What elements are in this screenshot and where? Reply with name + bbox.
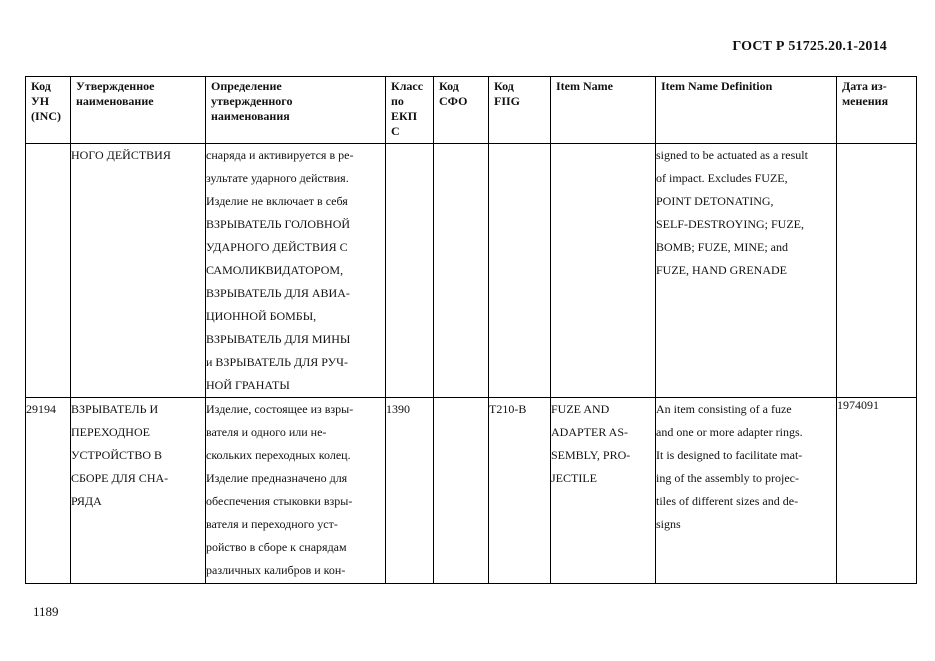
header-change-date: Дата из- менения: [837, 77, 917, 144]
header-item-name: Item Name: [551, 77, 656, 144]
cell-text-line: ЦИОННОЙ БОМБЫ,: [206, 309, 317, 323]
header-name-definition: Определение утвержденного наименования: [206, 77, 386, 144]
item-name-cell: [551, 144, 656, 398]
cell-text-line: ВЗРЫВАТЕЛЬ ДЛЯ АВИА-: [206, 286, 350, 300]
cell-text-line: POINT DETONATING,: [656, 194, 774, 208]
cell-text-line: signed to be actuated as a result: [656, 148, 808, 162]
cell-text-line: НОГО ДЕЙСТВИЯ: [71, 148, 171, 162]
inc-cell: [26, 398, 71, 584]
change-date-cell: [837, 144, 917, 398]
approved-name-cell: [71, 144, 206, 398]
cell-text-line: of impact. Excludes FUZE,: [656, 171, 788, 185]
cell-text-line: зультате ударного действия.: [206, 171, 349, 185]
cell-text-line: снаряда и активируется в ре-: [206, 148, 354, 162]
item-definition-cell: [656, 144, 837, 398]
cell-text-line: УДАРНОГО ДЕЙСТВИЯ С: [206, 240, 348, 254]
header-approved-name: Утвержденное наименование: [71, 77, 206, 144]
cell-text-line: T210-B: [489, 402, 527, 416]
cell-text-line: An item consisting of a fuze: [656, 402, 792, 416]
cell-text-line: JECTILE: [551, 471, 597, 485]
cell-text-line: ВЗРЫВАТЕЛЬ И: [71, 402, 159, 416]
header-class: Класс по ЕКП С: [386, 77, 434, 144]
sfo-cell: [434, 398, 489, 584]
fiig-cell: [489, 144, 551, 398]
header-fiig-code: Код FIIG: [489, 77, 551, 144]
cell-text-line: СБОРЕ ДЛЯ СНА-: [71, 471, 169, 485]
cell-text-line: ADAPTER AS-: [551, 425, 629, 439]
cell-text-line: Изделие, состоящее из взры-: [206, 402, 354, 416]
item-definition-cell: [656, 398, 837, 584]
table-row: [26, 398, 917, 584]
document-standard-number: ГОСТ Р 51725.20.1-2014: [732, 39, 887, 54]
definition-cell: [206, 398, 386, 584]
header-inc: Код УН (INC): [26, 77, 71, 144]
cell-text-line: обеспечения стыковки взры-: [206, 494, 353, 508]
cell-text-line: Изделие не включает в себя: [206, 194, 348, 208]
sfo-cell: [434, 144, 489, 398]
header-sfo-code: Код СФО: [434, 77, 489, 144]
table-row: [26, 144, 917, 398]
cell-text-line: tiles of different sizes and de-: [656, 494, 799, 508]
cell-text-line: скольких переходных колец.: [206, 448, 351, 462]
cell-text-line: SEMBLY, PRO-: [551, 448, 631, 462]
cell-text-line: SELF-DESTROYING; FUZE,: [656, 217, 805, 231]
cell-text-line: различных калибров и кон-: [206, 563, 346, 577]
fiig-cell: [489, 398, 551, 584]
cell-text-line: Изделие предназначено для: [206, 471, 348, 485]
cell-text-line: BOMB; FUZE, MINE; and: [656, 240, 788, 254]
cell-text-line: 1974091: [837, 398, 879, 412]
cell-text-line: 29194: [26, 402, 56, 416]
cell-text-line: It is designed to facilitate mat-: [656, 448, 803, 462]
item-name-cell: [551, 398, 656, 584]
cell-text-line: ПЕРЕХОДНОЕ: [71, 425, 150, 439]
change-date-cell: [837, 398, 917, 584]
inc-cell: [26, 144, 71, 398]
table-header-row: [26, 77, 917, 144]
cell-text-line: FUZE, HAND GRENADE: [656, 263, 787, 277]
cell-text-line: и ВЗРЫВАТЕЛЬ ДЛЯ РУЧ-: [206, 355, 348, 369]
cell-text-line: and one or more adapter rings.: [656, 425, 803, 439]
cell-text-line: РЯДА: [71, 494, 102, 508]
cell-text-line: signs: [656, 517, 681, 531]
cell-text-line: УСТРОЙСТВО В: [71, 448, 162, 462]
cell-text-line: САМОЛИКВИДАТОРОМ,: [206, 263, 344, 277]
header-item-name-definition: Item Name Definition: [656, 77, 837, 144]
cell-text-line: ройство в сборе к снарядам: [206, 540, 347, 554]
cell-text-line: ВЗРЫВАТЕЛЬ ДЛЯ МИНЫ: [206, 332, 351, 346]
definition-cell: [206, 144, 386, 398]
cell-text-line: вателя и переходного уст-: [206, 517, 338, 531]
cell-text-line: вателя и одного или не-: [206, 425, 327, 439]
cell-text-line: НОЙ ГРАНАТЫ: [206, 378, 290, 392]
class-cell: [386, 398, 434, 584]
class-cell: [386, 144, 434, 398]
item-names-table: [25, 76, 917, 584]
cell-text-line: ing of the assembly to projec-: [656, 471, 799, 485]
cell-text-line: ВЗРЫВАТЕЛЬ ГОЛОВНОЙ: [206, 217, 351, 231]
approved-name-cell: [71, 398, 206, 584]
cell-text-line: FUZE AND: [551, 402, 610, 416]
page-number: 1189: [33, 604, 59, 619]
cell-text-line: 1390: [386, 402, 410, 416]
